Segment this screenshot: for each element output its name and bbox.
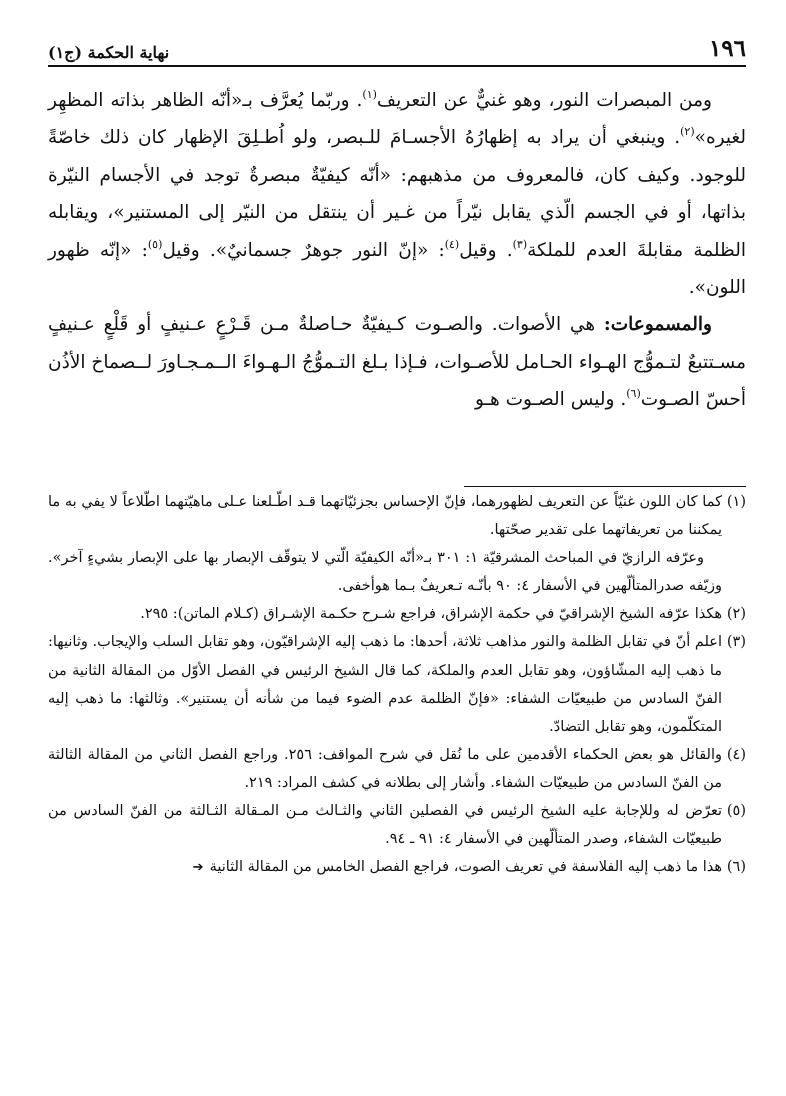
footnote-text: هكذا عرّفه الشيخ الإشراقيّ في حكمة الإشراق، فراجع شـرح حكـمة الإشـراق (كـلام الماتن): ٢٩٥. (140, 606, 722, 623)
footnote-ref-4[interactable]: (٤) (444, 237, 460, 251)
footnote-ref-2[interactable]: (٢) (680, 125, 695, 139)
footnote-1 (48, 488, 746, 544)
text-run: . وقيل (459, 239, 513, 261)
footnote-2 (48, 600, 746, 628)
footnote-ref-1[interactable]: (١) (362, 88, 377, 101)
paragraph-sound (48, 306, 746, 418)
text-run: . وليس الصـوت هـو (475, 389, 627, 411)
footnotes (48, 488, 746, 882)
footnote-text: تعرّض له وللإجابة عليه الشيخ الرئيس في الفصلين الثاني والثـالث مـن المـقالة الثـالثة من الفنّ السادس من طبيعيّات الشفاء، وصدر المتألّهين في الأسفار ٤: ٩١ ـ ٩٤. (48, 803, 722, 848)
footnote-number: (٤) (726, 746, 746, 763)
footnote-text: هذا ما ذهب إليه الفلاسفة في تعريف الصوت، فراجع الفصل الخامس من المقالة الثانية (209, 859, 722, 876)
footnote-1-continued (48, 544, 746, 600)
main-text (48, 82, 746, 419)
footnote-number: (٢) (726, 606, 746, 623)
running-title: نهاية الحكمة (ج١) (48, 43, 170, 62)
footnote-3 (48, 628, 746, 740)
footnote-ref-6[interactable]: (٦) (626, 387, 641, 401)
footnote-number: (٣) (726, 634, 746, 651)
footnote-number: (٥) (726, 803, 746, 820)
text-run: : «إنّ النور جوهرٌ جسمانيٌ». وقيل (162, 239, 445, 261)
continuation-arrow-icon: ➔ (192, 860, 204, 876)
text-run: هي الأصوات. والصـوت كـيفيّةٌ حـاصلةٌ مـن قَـرْعٍ عـنيفٍ أو قَلْعٍ عـنيفٍ مسـتتبعٌ لتـموُّج الهـواء الحـامل للأصـوات، فـإذا بـلغ التـموُّجُ الـهـواءَ الــمـجـاورَ لــصماخ الأذُن أحسّ الصـوت (48, 314, 746, 411)
text-run: . وينبغي أن يراد به إظهارُهُ الأجسـامَ للـبصر، ولو اُطـلِقَ الإظهار كان ذلك خاصّةً للوجود. وكيف كان، فالمعروف من مذهبهم: «أنّه كيفيّةٌ مبصرةٌ توجد في الأجسام النيّرة بذاتها، أو في الجسم الّذي يقابل نيّراً من غـير أن ينتقل من النيّر إلى المستنير»، ويقابله الظلمة مقابلةَ العدم للملكة (48, 127, 747, 261)
footnote-text: والقائل هو بعض الحكماء الأقدمين على ما نُقل في شرح المواقف: ٢٥٦. وراجع الفصل الثاني من المقالة الثالثة من الفنّ السادس من طبيعيّات الشفاء. وأشار إلى بطلانه في كشف المراد: ٢١٩. (48, 746, 722, 791)
footnote-text: وعرّفه الرازيّ في المباحث المشرقيّة ١: ٣٠١ بـ«أنّه الكيفيّة الّتي لا يتوقّف الإبصار بها على الإبصار بشيءٍ آخر». وزيّفه صدرالمتألّهين في الأسفار ٤: ٩٠ بأنّـه تـعريفٌ بـما هوأخفى. (48, 550, 722, 595)
page-number: ١٩٦ (708, 35, 746, 62)
page-header (48, 32, 746, 67)
footnote-5 (48, 797, 746, 853)
footnote-6 (48, 853, 746, 882)
footnote-separator (464, 486, 746, 487)
footnote-ref-3[interactable]: (٣) (512, 237, 528, 251)
text-run: . وربّما يُعرَّف بـ«أنّه الظاهر بذاته المظهِر لغيره» (48, 90, 746, 149)
footnote-number: (١) (726, 494, 746, 510)
text-run: : «إنّه ظهور اللون». (48, 239, 746, 299)
footnote-number: (٦) (726, 859, 746, 876)
footnote-text: كما كان اللون غنيّاً عن التعريف لظهورهما، فإنّ الإحساس بجزئيّاتهما قـد اطّـلعنا عـلى ماهيّتهما اطّلاعاً لا يفي به ما يمكننا من تعريفاتهما على تقدير صحّتها. (48, 494, 722, 539)
paragraph-light (48, 82, 746, 306)
footnote-ref-5[interactable]: (٥) (147, 237, 163, 251)
section-term-heard: والمسموعات: (603, 314, 712, 336)
text-run: ومن المبصرات النور، وهو غنيٌّ عن التعريف (376, 90, 712, 111)
footnote-text: اعلم أنّ في تقابل الظلمة والنور مذاهب ثلاثة، أحدها: ما ذهب إليه الإشراقيّون، وهو تقابل السلب والإيجاب. وثانيها: ما ذهب إليه المشّاؤون، وهو تقابل العدم والملكة، كما قال الشيخ الرئيس في الفصل الأوّل من المقالة الثانية من الفنّ السادس من طبيعيّات الشفاء: «فإنّ الظلمة عدم الضوء فيما من شأنه أن يستنير». وثالثها: ما ذهب إليه المتكلّمون، وهو تقابل التضادّ. (48, 634, 722, 735)
footnote-4 (48, 741, 746, 797)
